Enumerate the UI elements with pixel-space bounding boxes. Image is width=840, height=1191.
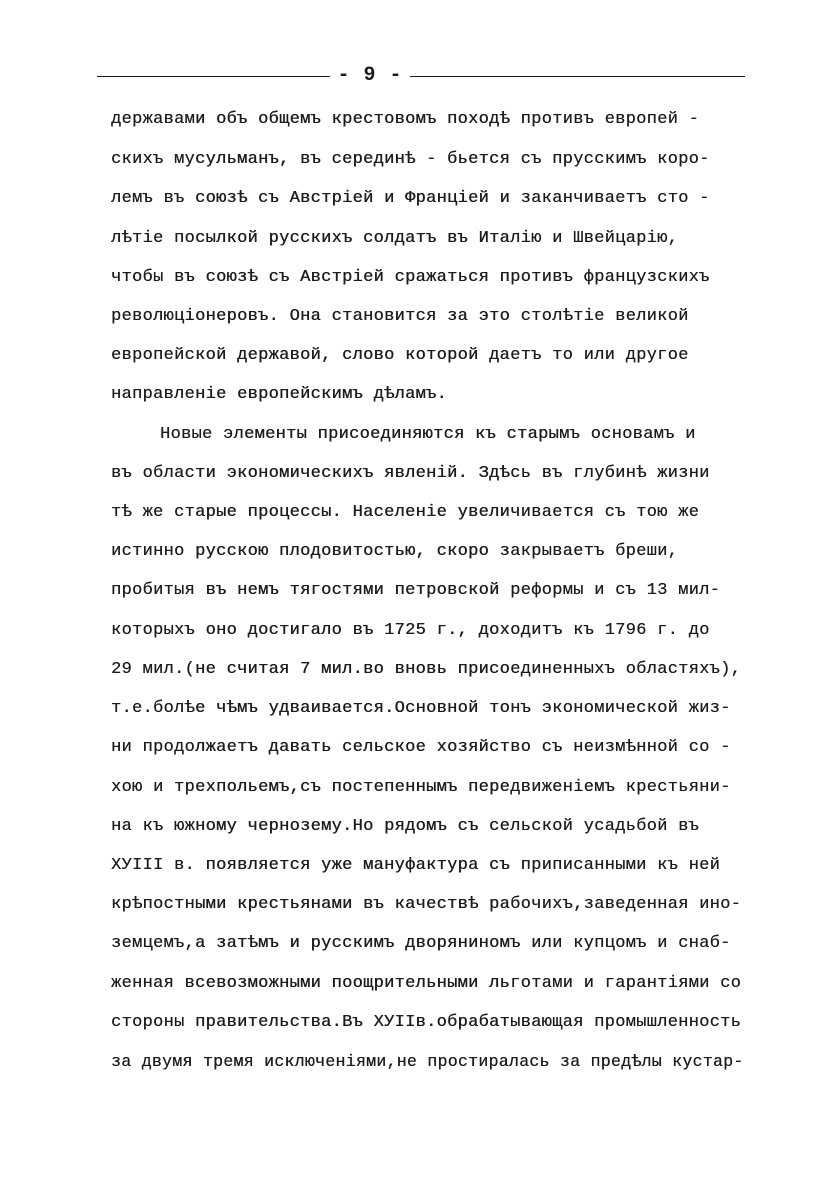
text-line: лемъ въ союзѣ съ Австріей и Франціей и заканчиваетъ сто - [111,189,710,208]
text-line: ХУIII в. появляется уже мануфактура съ приписанными къ ней [111,856,721,875]
text-line: ни продолжаетъ давать сельское хозяйство съ неизмѣнной со - [111,738,731,757]
text-line: земцемъ,а затѣмъ и русскимъ дворяниномъ или купцомъ и снаб- [111,934,731,953]
text-line: скихъ мусульманъ, въ серединѣ - бьется съ прусскимъ коро- [111,150,710,169]
text-line: т.е.болѣе чѣмъ удваивается.Основной тонъ экономической жиз- [111,699,731,718]
text-line: стороны правительства.Въ ХУIIв.обрабатывающая промышленность [111,1013,742,1032]
page-number: - 9 - [330,66,410,86]
text-line: пробитыя въ немъ тягостями петровской реформы и съ 13 мил- [111,581,721,600]
text-line: Новые элементы присоединяются къ старымъ основамъ и [160,425,696,444]
text-line: хою и трехпольемъ,съ постепеннымъ передвиженіемъ крестьяни- [111,778,731,797]
text-line: чтобы въ союзѣ съ Австріей сражаться противъ французскихъ [111,268,710,287]
text-line: европейской державой, слово которой даетъ то или другое [111,346,689,365]
header-rule [97,76,745,77]
text-line: истинно русскою плодовитостью, скоро закрываетъ бреши, [111,542,679,561]
text-line: крѣпостными крестьянами въ качествѣ рабочихъ,заведенная ино- [111,895,742,914]
text-line: тѣ же старые процессы. Населеніе увеличивается съ тою же [111,503,700,522]
text-line: которыхъ оно достигало въ 1725 г., доходитъ къ 1796 г. до [111,621,710,640]
text-line: направленіе европейскимъ дѣламъ. [111,385,448,404]
text-line: 29 мил.(не считая 7 мил.во вновь присоединенныхъ областяхъ), [111,660,742,679]
text-line: женная всевозможными поощрительными льготами и гарантіями со [111,974,742,993]
text-line: за двумя тремя исключеніями,не простиралась за предѣлы кустар- [111,1052,744,1071]
text-line: державами объ общемъ крестовомъ походѣ противъ европей - [111,110,700,129]
text-line: лѣтіе посылкой русскихъ солдатъ въ Италію и Швейцарію, [111,229,679,248]
text-line: революціонеровъ. Она становится за это столѣтіе великой [111,307,689,326]
text-line: на къ южному чернозему.Но рядомъ съ сельской усадьбой въ [111,817,700,836]
text-line: въ области экономическихъ явленій. Здѣсь въ глубинѣ жизни [111,464,710,483]
